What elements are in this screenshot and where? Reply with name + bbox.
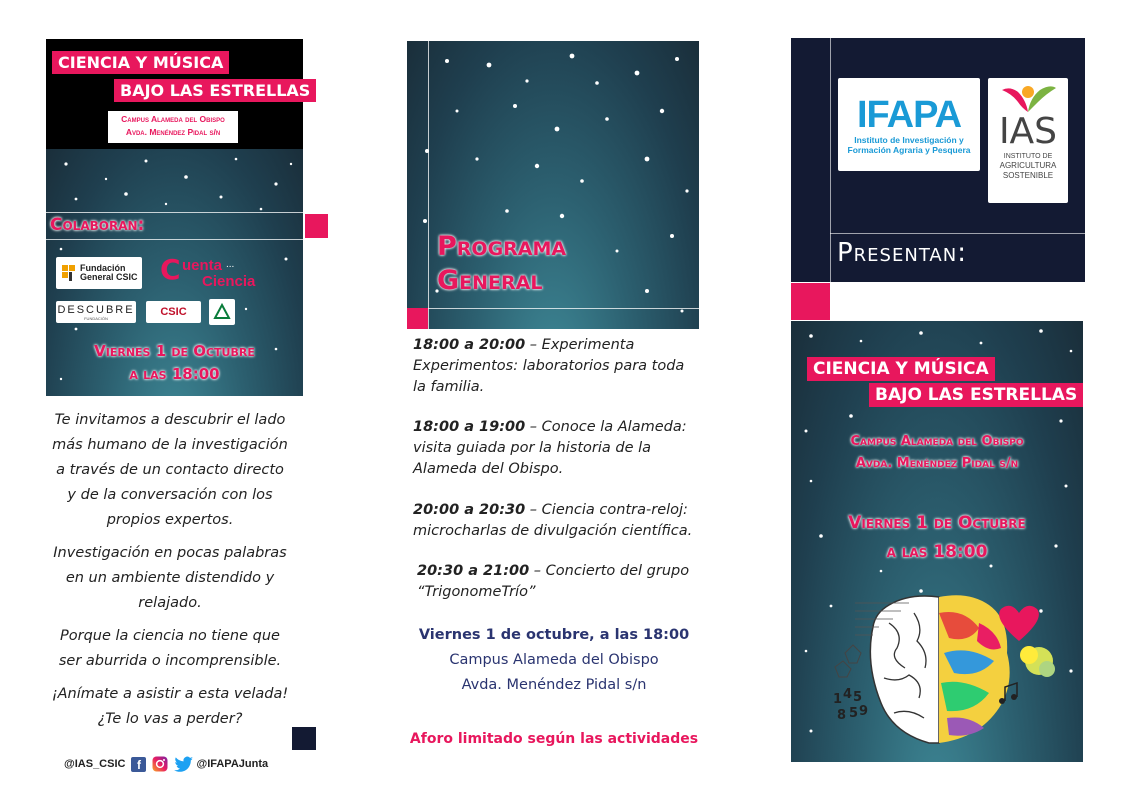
divider-line bbox=[46, 212, 303, 213]
logos-navy-box bbox=[791, 38, 1085, 282]
event-place-line1: Campus Alameda del Obispo bbox=[449, 652, 659, 668]
intro-line: Investigación en pocas palabras bbox=[53, 545, 287, 561]
schedule-desc: – Ciencia contra-reloj: bbox=[525, 502, 688, 518]
fgcsic-symbol-icon bbox=[62, 265, 76, 281]
schedule-item bbox=[413, 500, 713, 542]
ifapa-sub-line1: Instituto de Investigación y bbox=[854, 134, 964, 145]
schedule-desc: “TrigonomeTrío” bbox=[417, 584, 536, 600]
pink-accent-square bbox=[305, 214, 328, 238]
cuenta-dots: ... bbox=[226, 259, 235, 270]
ias-sub-line2: AGRICULTURA bbox=[999, 161, 1057, 170]
fgcsic-text-line1: Fundación bbox=[80, 263, 126, 273]
schedule-desc: la familia. bbox=[413, 379, 485, 395]
divider-line-vertical bbox=[428, 41, 429, 329]
presentan-heading: Presentan: bbox=[837, 238, 967, 268]
ias-sub-line1: INSTITUTO DE bbox=[1003, 153, 1053, 160]
programa-heading-line2: General bbox=[437, 265, 543, 296]
schedule-desc: microcharlas de divulgación científica. bbox=[413, 523, 693, 539]
facebook-icon[interactable]: f bbox=[131, 757, 146, 772]
cover-starfield bbox=[791, 321, 1083, 762]
junta-andalucia-logo bbox=[209, 299, 235, 325]
schedule-item bbox=[413, 335, 713, 398]
panel-right bbox=[749, 0, 1123, 794]
intro-paragraph-1 bbox=[40, 408, 300, 533]
colaboran-heading: Colaboran: bbox=[50, 215, 145, 235]
intro-text bbox=[40, 408, 300, 732]
svg-text:9: 9 bbox=[859, 704, 869, 719]
navy-accent-square bbox=[292, 727, 316, 750]
svg-text:5: 5 bbox=[853, 690, 863, 705]
divider-line bbox=[407, 308, 699, 309]
intro-line: Te invitamos a descubrir el lado bbox=[54, 412, 286, 428]
event-info bbox=[374, 623, 734, 698]
panel-middle bbox=[374, 0, 749, 794]
svg-text:1: 1 bbox=[833, 692, 843, 707]
ifapa-logo bbox=[838, 78, 980, 171]
programa-heading-line1: Programa bbox=[437, 231, 567, 262]
descubre-sub: FUNDACIÓN bbox=[84, 315, 108, 321]
event-place-line2: Avda. Menéndez Pidal s/n bbox=[461, 677, 647, 693]
ias-text: IAS bbox=[998, 111, 1058, 152]
panel-left bbox=[0, 0, 374, 794]
pink-accent-square bbox=[791, 283, 830, 320]
schedule-item bbox=[413, 417, 713, 480]
intro-line: a través de un contacto directo bbox=[56, 462, 284, 478]
cuenta-c-letter: C bbox=[160, 253, 181, 286]
schedule-time: 20:00 a 20:30 bbox=[413, 502, 526, 518]
schedule-time: 18:00 a 20:00 bbox=[413, 337, 526, 353]
date-line2: a las 18:00 bbox=[129, 365, 220, 383]
address-line2: Avda. Menéndez Pidal s/n bbox=[125, 127, 221, 137]
junta-andalucia-icon bbox=[213, 303, 231, 321]
divider-line bbox=[830, 233, 1085, 234]
header-black-box bbox=[46, 39, 311, 149]
ias-handle[interactable]: @IAS_CSIC bbox=[64, 758, 126, 770]
social-bar bbox=[64, 754, 268, 774]
intro-line: y de la conversación con los bbox=[67, 487, 273, 503]
title-line1: CIENCIA Y MÚSICA bbox=[52, 51, 229, 74]
schedule-desc: – Conoce la Alameda: bbox=[525, 419, 687, 435]
schedule-desc: Experimentos: laboratorios para toda bbox=[413, 358, 685, 374]
intro-paragraph-2 bbox=[40, 541, 300, 616]
cover-title-line2: BAJO LAS ESTRELLAS bbox=[869, 383, 1083, 407]
schedule-item bbox=[417, 561, 717, 603]
cuenta-text: uenta bbox=[182, 257, 223, 274]
brain-illustration bbox=[829, 583, 1061, 753]
intro-line: ¿Te lo vas a perder? bbox=[97, 711, 243, 727]
schedule-desc: – Concierto del grupo bbox=[529, 563, 690, 579]
address-box bbox=[108, 111, 238, 143]
schedule-time: 18:00 a 19:00 bbox=[413, 419, 526, 435]
schedule-desc: visita guiada por la historia de la bbox=[413, 440, 652, 456]
ciencia-text: Ciencia bbox=[202, 273, 256, 290]
instagram-icon[interactable] bbox=[152, 756, 168, 772]
svg-text:5: 5 bbox=[849, 706, 859, 721]
address-line1: Campus Alameda del Obispo bbox=[121, 114, 225, 124]
svg-text:4: 4 bbox=[843, 687, 853, 702]
title-line2: BAJO LAS ESTRELLAS bbox=[114, 79, 316, 102]
aforo-note: Aforo limitado según las actividades bbox=[409, 731, 699, 747]
intro-paragraph-4 bbox=[40, 682, 300, 732]
cover-date-line2: a las 18:00 bbox=[886, 542, 988, 562]
descubre-text: DESCUBRE bbox=[57, 303, 135, 316]
pink-accent-square bbox=[407, 308, 428, 329]
cover-address-line1: Campus Alameda del Obispo bbox=[850, 434, 1024, 449]
divider-line bbox=[46, 239, 303, 240]
ias-plant-icon bbox=[998, 82, 1058, 114]
intro-line: más humano de la investigación bbox=[52, 437, 288, 453]
ifapa-handle[interactable]: @IFAPAJunta bbox=[196, 758, 269, 770]
intro-line: en un ambiente distendido y bbox=[65, 570, 275, 586]
schedule-desc: Alameda del Obispo. bbox=[413, 461, 564, 477]
descubre-logo bbox=[56, 301, 136, 323]
intro-line: propios expertos. bbox=[106, 512, 234, 528]
cuenta-ciencia-logo bbox=[158, 255, 268, 293]
ifapa-sub-line2: Formación Agraria y Pesquera bbox=[847, 144, 971, 155]
intro-line: relajado. bbox=[138, 595, 202, 611]
event-date: Viernes 1 de octubre, a las 18:00 bbox=[418, 627, 690, 643]
ias-sub-line3: SOSTENIBLE bbox=[1002, 171, 1054, 180]
intro-paragraph-3 bbox=[40, 624, 300, 674]
cover-title-line1: CIENCIA Y MÚSICA bbox=[807, 357, 995, 381]
schedule-desc: – Experimenta bbox=[525, 337, 635, 353]
svg-text:8: 8 bbox=[837, 708, 847, 723]
ifapa-text: IFAPA bbox=[856, 93, 962, 136]
twitter-icon[interactable] bbox=[174, 756, 194, 772]
programa-starfield bbox=[407, 41, 699, 329]
cover-address-line2: Avda. Menéndez Pidal s/n bbox=[855, 456, 1019, 471]
fundacion-general-csic-logo bbox=[56, 257, 142, 289]
fgcsic-text-line2: General CSIC bbox=[80, 272, 138, 282]
cover-date-line1: Viernes 1 de Octubre bbox=[848, 513, 1026, 533]
divider-line-vertical bbox=[830, 38, 831, 282]
intro-line: Porque la ciencia no tiene que bbox=[60, 628, 280, 644]
date-line1: Viernes 1 de Octubre bbox=[94, 342, 255, 360]
csic-logo bbox=[146, 301, 201, 323]
schedule-time: 20:30 a 21:00 bbox=[417, 563, 530, 579]
ias-logo bbox=[988, 78, 1068, 203]
intro-line: ¡Anímate a asistir a esta velada! bbox=[51, 686, 289, 702]
colaboran-starfield bbox=[46, 149, 303, 396]
csic-text: CSIC bbox=[160, 306, 187, 318]
intro-line: ser aburrida o incomprensible. bbox=[58, 653, 282, 669]
